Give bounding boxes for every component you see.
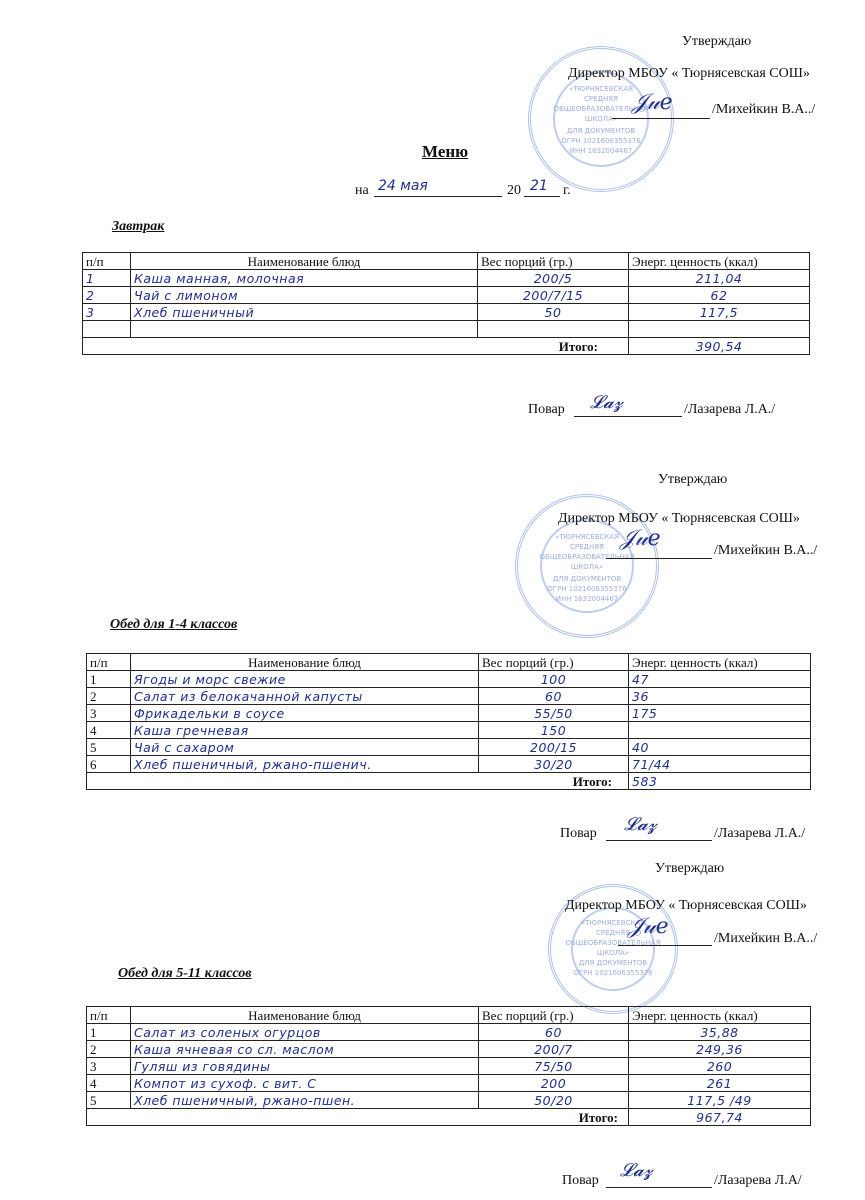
header-weight: Вес порций (гр.)	[479, 1007, 629, 1024]
school-stamp-3: «ТЮРНЯСЕВСКАЯ СРЕДНЯЯ ОБЩЕОБРАЗОВАТЕЛЬНАЯ ШКОЛА» ДЛЯ ДОКУМЕНТОВ ОГРН 1021606355376	[548, 884, 678, 1014]
header-weight: Вес порций (гр.)	[478, 253, 629, 270]
lunch-1-4-table	[86, 653, 811, 790]
director-signature: 𝒥𝓊ℯ	[632, 90, 673, 115]
cook-label-3: Повар	[562, 1173, 599, 1188]
total-label: Итого:	[83, 338, 629, 355]
date-prefix: на	[355, 183, 369, 198]
director-name: /Михейкин В.А../	[712, 102, 816, 117]
header-num: п/п	[87, 1007, 131, 1024]
table-row: 1 Салат из соленых огурцов 60 35,88	[87, 1024, 811, 1041]
director-signature-2: 𝒥𝓊ℯ	[620, 526, 661, 551]
breakfast-table	[82, 252, 810, 355]
header-num: п/п	[87, 654, 131, 671]
page-title: Меню	[422, 142, 469, 161]
approve-word: Утверждаю	[682, 34, 752, 49]
cook-name-2: /Лазарева Л.А./	[714, 826, 806, 841]
cook-name-1: /Лазарева Л.А./	[684, 402, 776, 417]
school-stamp-2: «ТЮРНЯСЕВСКАЯ СРЕДНЯЯ ОБЩЕОБРАЗОВАТЕЛЬНАЯ ШКОЛА» ДЛЯ ДОКУМЕНТОВ ОГРН 1021606355376 ИНН 1632004467	[515, 494, 659, 638]
total-row	[87, 1109, 811, 1126]
table-row: 2 Каша ячневая со сл. маслом 200/7 249,36	[87, 1041, 811, 1058]
table-row: 3 Гуляш из говядины 75/50 260	[87, 1058, 811, 1075]
header-energy: Энерг. ценность (ккал)	[629, 654, 811, 671]
table-header	[87, 1007, 811, 1024]
date-year: 21	[530, 178, 548, 194]
table-row: 6 Хлеб пшеничный, ржано-пшенич. 30/20 71/44	[87, 756, 811, 773]
lunch-5-11-table	[86, 1006, 811, 1126]
date-year-prefix: 20	[507, 183, 521, 198]
director-name-2: /Михейкин В.А../	[714, 543, 818, 558]
total-row	[87, 773, 811, 790]
approve-word-3: Утверждаю	[655, 861, 725, 876]
header-name: Наименование блюд	[131, 1007, 479, 1024]
table-row: 3 Хлеб пшеничный 50 117,5	[83, 304, 810, 321]
date-day-month: 24 мая	[378, 178, 428, 194]
cook-signature-2: 𝓛𝓪𝔃	[624, 814, 657, 835]
date-suffix: г.	[563, 183, 571, 198]
cook-signature-1: 𝓛𝓪𝔃	[590, 392, 623, 413]
table-row: 2 Салат из белокачанной капусты 60 36	[87, 688, 811, 705]
table-row: 1 Каша манная, молочная 200/5 211,04	[83, 270, 810, 287]
school-stamp: «ТЮРНЯСЕВСКАЯ СРЕДНЯЯ ОБЩЕОБРАЗОВАТЕЛЬНАЯ ШКОЛА» ДЛЯ ДОКУМЕНТОВ ОГРН 1021606355376 ИНН 1632004467	[528, 46, 674, 192]
total-row	[83, 338, 810, 355]
table-row: 1 Ягоды и морс свежие 100 47	[87, 671, 811, 688]
cook-label-1: Повар	[528, 402, 565, 417]
cook-signature-3: 𝓛𝓪𝔃	[620, 1160, 653, 1181]
director-title-3: Директор МБОУ « Тюрнясевская СОШ»	[565, 898, 807, 913]
header-name: Наименование блюд	[131, 253, 478, 270]
total-label: Итого:	[87, 773, 629, 790]
table-header	[83, 253, 810, 270]
lunch-1-4-title: Обед для 1-4 классов	[110, 617, 238, 632]
total-value: 967,74	[629, 1109, 811, 1126]
header-energy: Энерг. ценность (ккал)	[629, 1007, 811, 1024]
director-name-3: /Михейкин В.А../	[714, 931, 818, 946]
table-row: 5 Хлеб пшеничный, ржано-пшен. 50/20 117,5 /49	[87, 1092, 811, 1109]
cook-name-3: /Лазарева Л.А/	[714, 1173, 802, 1188]
director-title-2: Директор МБОУ « Тюрнясевская СОШ»	[558, 511, 800, 526]
header-weight: Вес порций (гр.)	[479, 654, 629, 671]
total-label: Итого:	[87, 1109, 629, 1126]
table-row	[83, 321, 810, 338]
table-header	[87, 654, 811, 671]
header-energy: Энерг. ценность (ккал)	[629, 253, 810, 270]
cook-label-2: Повар	[560, 826, 597, 841]
header-name: Наименование блюд	[131, 654, 479, 671]
total-value: 583	[629, 773, 811, 790]
table-row: 5 Чай с сахаром 200/15 40	[87, 739, 811, 756]
director-title: Директор МБОУ « Тюрнясевская СОШ»	[568, 66, 810, 81]
table-row: 2 Чай с лимоном 200/7/15 62	[83, 287, 810, 304]
approve-word-2: Утверждаю	[658, 472, 728, 487]
table-row: 3 Фрикадельки в соусе 55/50 175	[87, 705, 811, 722]
header-num: п/п	[83, 253, 131, 270]
lunch-5-11-title: Обед для 5-11 классов	[118, 966, 252, 981]
table-row: 4 Компот из сухоф. с вит. С 200 261	[87, 1075, 811, 1092]
breakfast-title: Завтрак	[112, 219, 165, 234]
total-value: 390,54	[629, 338, 810, 355]
table-row: 4 Каша гречневая 150	[87, 722, 811, 739]
director-signature-3: 𝒥𝓊ℯ	[628, 914, 669, 939]
